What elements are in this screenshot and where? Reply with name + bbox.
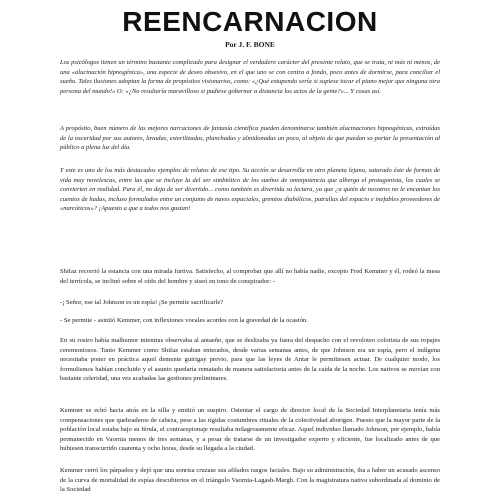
intro-paragraph: A propósito, buen número de las mejores narraciones de fantasía científica pueden denominarse también alucinaciones hipnogénicas, extraídas de la oscuridad por sus autores, lavadas, esterilizadas, planchadas y almidonadas un poco, al objeto de que puedan so portar la presentación al público a plena luz del día. [60, 125, 440, 152]
intro-paragraph: Los psicólogos tienen un término bastante complicado para designar el verdadero carácter del presente relato, que se trata, ni más ni menos, de una «alucinación hipnogénica», una especie de deseo obsesivo, en el que uno se con centra a fondo, poco antes de dormirse, para conciliar el sueño. Tales ilusiones adoptan la forma de propósitos visionarios, como: «¿Qué estupendo sería si supiese tocar el piano mejor que ninguna otra persona del mundo!» O: «¿No resultaría maravilloso si pudiese gobernar a distancia los actos de la gente?»... Y cosas así. [60, 59, 440, 95]
intro-paragraph: Y este es uno de los más destacados ejemplos de relatos de ese tipo. Su acción se desarrolla en otro planeta lejano, saturado éste de formas de vida muy novelescas, entre las que se incluye la del ser simbiótico de los sueños de omnipotencia que alberga el protagonista, los cuales se convierten en realidad. Para él, no deja de ser divertido... como también es divertida su lectura, ya que ¿a quién de nosotros no le encantan los cuentos de hadas, incluso formulados entre un conjunto de naves espaciales, gremios diabólicos, patrullas del espacio e inefables proveedores de «narcóticos»? ¡Apuesto a que a todos nos gustan! [60, 167, 440, 213]
body-paragraph: En su rostro había malhumor mientras observaba al antaeño, que se deslizaba ya fuera del despacho con el revoloteo colorista de sus ropajes ceremoniosos. Tanto Kemmer como Shifaz estaban enterados, desde varias semanas antes, de que Johnson era un espía, pero el indígena necesitaba poner en práctica aquel demente guirigay previo, para que las leyes de Antar le permitiesen actuar. De cualquier modo, los formulismos habían concluido y el asunto quedaría rematado de manera satisfactoria antes de la caída de la noche. Los nativos se movían con bastante celeridad, una vez acabadas las gestiones preliminares. [60, 337, 440, 383]
body-paragraph: -¡ Señor, ese tal Johnson es un espía! ¡Se permite sacrificarle? [60, 299, 224, 306]
body-paragraph: Kemmer se echó hacia atrás en la silla y emitió un suspiro. Ostentar el cargo de director local de la Sociedad Interplanetaria tenía más compensaciones que quebraderos de cabeza, pese a las rígidas costumbres rituales de la colectividad aborigen. Puesto que la mayor parte de la población local estaba bajo su férula, el contraespionaje resultaba milagrosamente eficaz. Aquel individuo llamado Johnson, por ejemplo, había permanecido en Vaornia menos de tres semanas, y a pesar de tratarse de un investigador experto y eficiente, fue localizado antes de que hubiesen transcurrido cuarenta y ocho horas, desde su llegada a la ciudad. [60, 407, 440, 453]
author-byline: Por J. F. BONE [225, 40, 275, 49]
body-paragraph: - Se permite - asintió Kemmer, con inflexiones vocales acordes con la gravedad de la ocasión. [60, 317, 308, 324]
body-paragraph: Shifaz recorrió la estancia con una mirada furtiva. Satisfecho, al comprobar que allí no había nadie, excepto Fred Kemmer y él, rodeó la mesa del terrícola, se inclinó sobre el oído del hombre y siseó en tono de conspirador: - [60, 268, 440, 285]
body-paragraph: Kemmer cerró los párpados y dejó que una sonrisa cruzase sus afilados rasgos faciales. Bajo su administración, iba a haber un acusado ascenso de la curva de mortalidad de espías descubiertos en el triángulo Vaornia-Lagash-Margh. Con la magistratura nativa subordinada al dominio de la Sociedad [60, 467, 440, 494]
document-title: REENCARNACION [122, 6, 378, 37]
